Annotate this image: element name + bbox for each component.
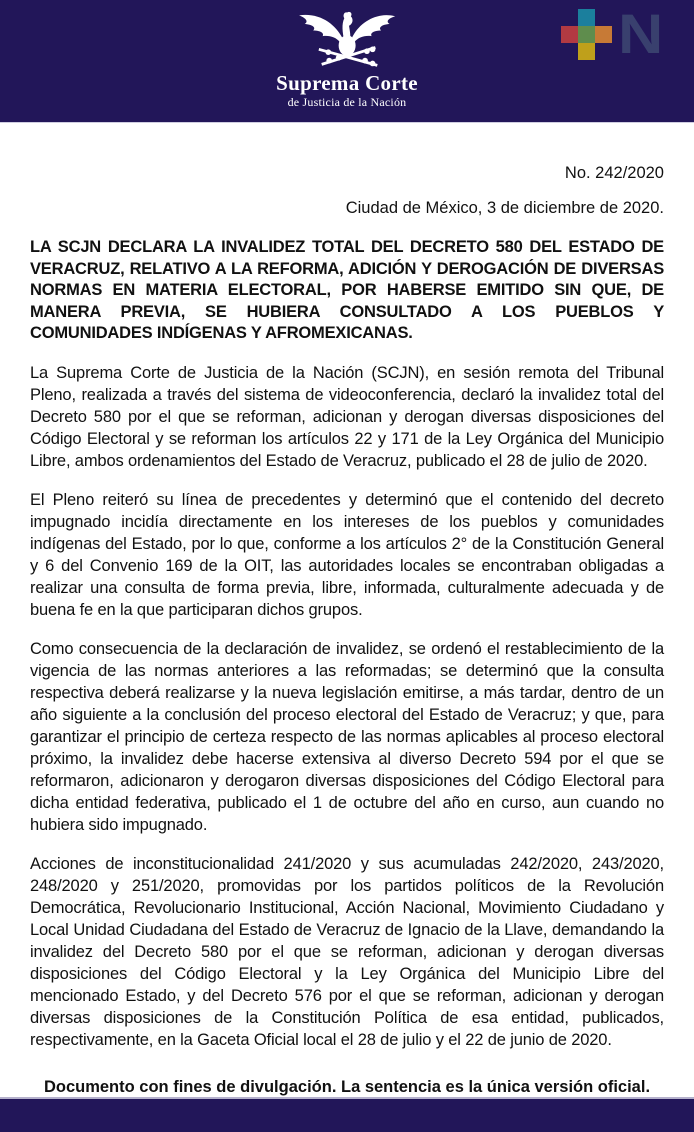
org-name: Suprema Corte [276,71,418,95]
paragraph-3: Como consecuencia de la declaración de invalidez, se ordenó el restablecimiento de la vigencia de las normas anteriores a las reformadas; se determinó que la consulta respectiva deberá realizarse y la nueva legislación emitirse, a más tardar, dentro de un año siguiente a la conclusión del proceso electoral del Estado de Veracruz; y que, para garantizar el principio de certeza respecto de las normas aplicables al proceso electoral próximo, la invalidez debe hacerse extensiva al diverso Decreto 594 por el que se reformaron, adicionaron y derogaron diversas disposiciones del Código Electoral para dicha entidad federativa, publicado el 1 de octubre del año en curso, aun cuando no hubiera sido impugnado. [30,639,664,834]
headline: LA SCJN DECLARA LA INVALIDEZ TOTAL DEL DECRETO 580 DEL ESTADO DE VERACRUZ, RELATIVO A LA REFORMA, ADICIÓN Y DEROGACIÓN DE DIVERSAS NORMAS EN MATERIA ELECTORAL, POR HABERSE EMITIDO SIN QUE, DE MANERA PREVIA, SE HUBIERA CONSULTADO A LOS PUEBLOS Y COMUNIDADES INDÍGENAS Y AFROMEXICANAS. [30,238,664,342]
scjn-eagle-icon [285,5,409,71]
paragraph-4: Acciones de inconstitucionalidad 241/2020 y sus acumuladas 242/2020, 243/2020, 248/2020 y 251/2020, promovidas por los partidos políticos de la Revolución Democrática, Revolucionario Institucional, Acción Nacional, Movimiento Ciudadano y Local Unidad Ciudadana del Estado de Veracruz de Ignacio de la Llave, demandando la invalidez del Decreto 580 por el que se reforman, adicionan y derogan diversas disposiciones del Código Electoral y la Ley Orgánica del Municipio Libre del mencionado Estado, y del Decreto 576 por el que se reforman, adicionan y derogan diversas disposiciones de la Constitución Política de esa entidad, publicados, respectivamente, en la Gaceta Oficial local el 28 de julio y el 22 de junio de 2020. [30,854,664,1049]
dateline: Ciudad de México, 3 de diciembre de 2020. [345,199,664,217]
scjn-header-band [0,0,694,123]
nmas-plus-icon [561,9,612,60]
plus-square-right [595,26,612,43]
org-subtitle: de Justicia de la Nación [287,95,407,109]
disclaimer-line: Documento con fines de divulgación. La sentencia es la única versión oficial. [43,1077,651,1096]
paragraph-2: El Pleno reiteró su línea de precedentes y determinó que el contenido del decreto impugnado incidía directamente en los intereses de los pueblos y comunidades indígenas del Estado, por lo que, conforme a los artículos 2° de la Constitución General y 6 del Convenio 169 de la OIT, las autoridades locales se encontraban obligadas a realizar una consulta de forma previa, libre, informada, culturalmente adecuada y de buena fe en la que participaran dichos grupos. [30,490,664,619]
bulletin-number: No. 242/2020 [564,164,664,182]
press-release-body [0,123,694,1097]
plus-square-center [578,26,595,43]
nmas-n-letter: N [617,2,663,65]
nmas-logo [561,2,663,65]
paragraph-1: La Suprema Corte de Justicia de la Nación (SCJN), en sesión remota del Tribunal Pleno, realizada a través del sistema de videoconferencia, declaró la invalidez total del Decreto 580 por el que se reforman, adicionan y derogan diversas disposiciones del Código Electoral y se reforman los artículos 22 y 171 de la Ley Orgánica del Municipio Libre, ambos ordenamientos del Estado de Veracruz, publicado el 28 de julio de 2020. [30,363,664,470]
scjn-brand-block [276,5,418,108]
plus-square-top [578,9,595,26]
scjn-footer-band [0,1097,694,1132]
plus-square-bottom [578,43,595,60]
plus-square-left [561,26,578,43]
